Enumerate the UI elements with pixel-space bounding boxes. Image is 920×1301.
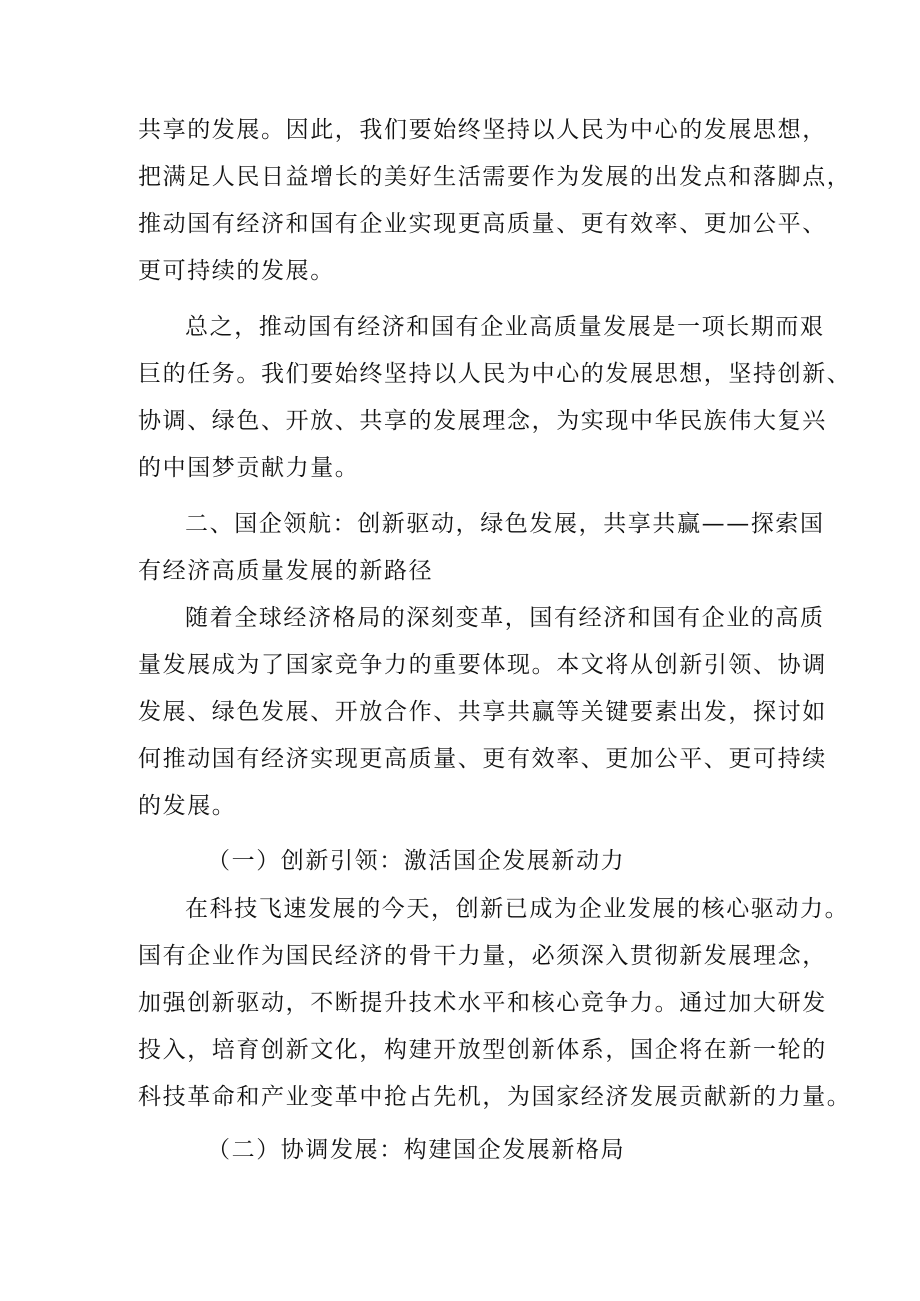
text-line: 巨的任务。我们要始终坚持以人民为中心的发展思想，坚持创新、 xyxy=(138,361,852,387)
section-heading-continued: 有经济高质量发展的新路径 xyxy=(138,558,434,584)
text-line: 投入，培育创新文化，构建开放型创新体系，国企将在新一轮的 xyxy=(138,1037,827,1063)
section-heading: 二、国企领航：创新驱动，绿色发展，共享共赢——探索国 xyxy=(185,511,825,537)
subsection-heading: （一）创新引领：激活国企发展新动力 xyxy=(207,848,626,874)
text-line: 的中国梦贡献力量。 xyxy=(138,455,360,481)
text-line: 推动国有经济和国有企业实现更高质量、更有效率、更加公平、 xyxy=(138,211,827,237)
paragraph-first-line: 总之，推动国有经济和国有企业高质量发展是一项长期而艰 xyxy=(185,314,825,340)
text-line: 协调、绿色、开放、共享的发展理念，为实现中华民族伟大复兴 xyxy=(138,408,827,434)
text-line: 加强创新驱动，不断提升技术水平和核心竞争力。通过加大研发 xyxy=(138,990,827,1016)
text-line: 发展、绿色发展、开放合作、共享共赢等关键要素出发，探讨如 xyxy=(138,699,827,725)
text-line: 更可持续的发展。 xyxy=(138,258,335,284)
text-line: 国有企业作为国民经济的骨干力量，必须深入贯彻新发展理念， xyxy=(138,943,827,969)
text-line: 科技革命和产业变革中抢占先机，为国家经济发展贡献新的力量。 xyxy=(138,1084,852,1110)
text-line: 量发展成为了国家竞争力的重要体现。本文将从创新引领、协调 xyxy=(138,652,827,678)
paragraph-first-line: 随着全球经济格局的深刻变革，国有经济和国有企业的高质 xyxy=(185,605,825,631)
subsection-heading: （二）协调发展：构建国企发展新格局 xyxy=(207,1137,626,1163)
text-line: 共享的发展。因此，我们要始终坚持以人民为中心的发展思想， xyxy=(138,117,827,143)
paragraph-first-line: 在科技飞速发展的今天，创新已成为企业发展的核心驱动力。 xyxy=(185,896,850,922)
text-line: 何推动国有经济实现更高质量、更有效率、更加公平、更可持续 xyxy=(138,746,827,772)
text-line: 把满足人民日益增长的美好生活需要作为发展的出发点和落脚点， xyxy=(138,164,852,190)
text-line: 的发展。 xyxy=(138,793,237,819)
